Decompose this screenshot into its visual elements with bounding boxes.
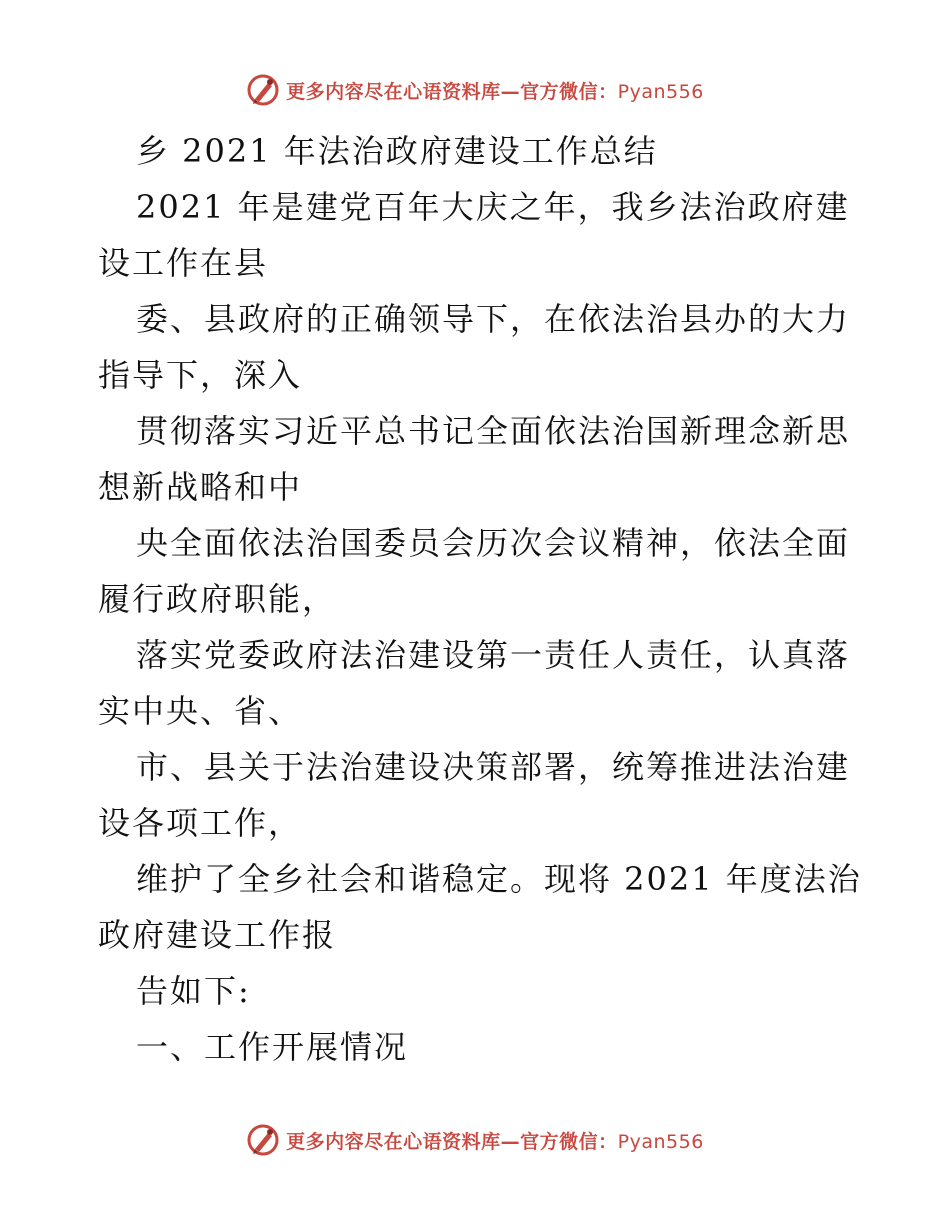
- paragraph-line: 2021 年是建党百年大庆之年，我乡法治政府建: [136, 188, 850, 226]
- paragraph-line: 履行政府职能，: [98, 580, 337, 618]
- document-body: [98, 123, 862, 1075]
- paragraph-line: 贯彻落实习近平总书记全面依法治国新理念新思: [136, 412, 851, 450]
- paragraph-line: 设工作在县: [98, 244, 269, 282]
- watermark-handle: Pyan556: [617, 80, 704, 103]
- document-title: 乡 2021 年法治政府建设工作总结: [136, 132, 658, 170]
- paragraph-line: 市、县关于法治建设决策部署，统筹推进法治建: [136, 748, 851, 786]
- pen-logo-icon: [246, 1123, 280, 1157]
- watermark-footer: [0, 1120, 950, 1160]
- paragraph-line: 告如下:: [136, 972, 251, 1010]
- paragraph-line: 一、工作开展情况: [136, 1028, 409, 1066]
- paragraph-line: 设各项工作，: [98, 804, 303, 842]
- watermark-header: [0, 70, 950, 110]
- paragraph-line: 想新战略和中: [98, 468, 303, 506]
- paragraph-line: 维护了全乡社会和谐稳定。现将 2021 年度法治: [136, 860, 862, 898]
- paragraph-line: 委、县政府的正确领导下，在依法治县办的大力: [136, 300, 851, 338]
- watermark-text: 更多内容尽在心语资料库—官方微信：: [286, 1130, 618, 1153]
- paragraph-line: 央全面依法治国委员会历次会议精神，依法全面: [136, 524, 851, 562]
- paragraph-line: 政府建设工作报: [98, 916, 337, 954]
- paragraph-line: 实中央、省、: [98, 692, 303, 730]
- paragraph-line: 指导下，深入: [98, 356, 303, 394]
- paragraph-line: 落实党委政府法治建设第一责任人责任，认真落: [136, 636, 851, 674]
- pen-logo-icon: [246, 73, 280, 107]
- watermark-text: 更多内容尽在心语资料库—官方微信：: [286, 80, 618, 103]
- watermark-handle: Pyan556: [617, 1130, 704, 1153]
